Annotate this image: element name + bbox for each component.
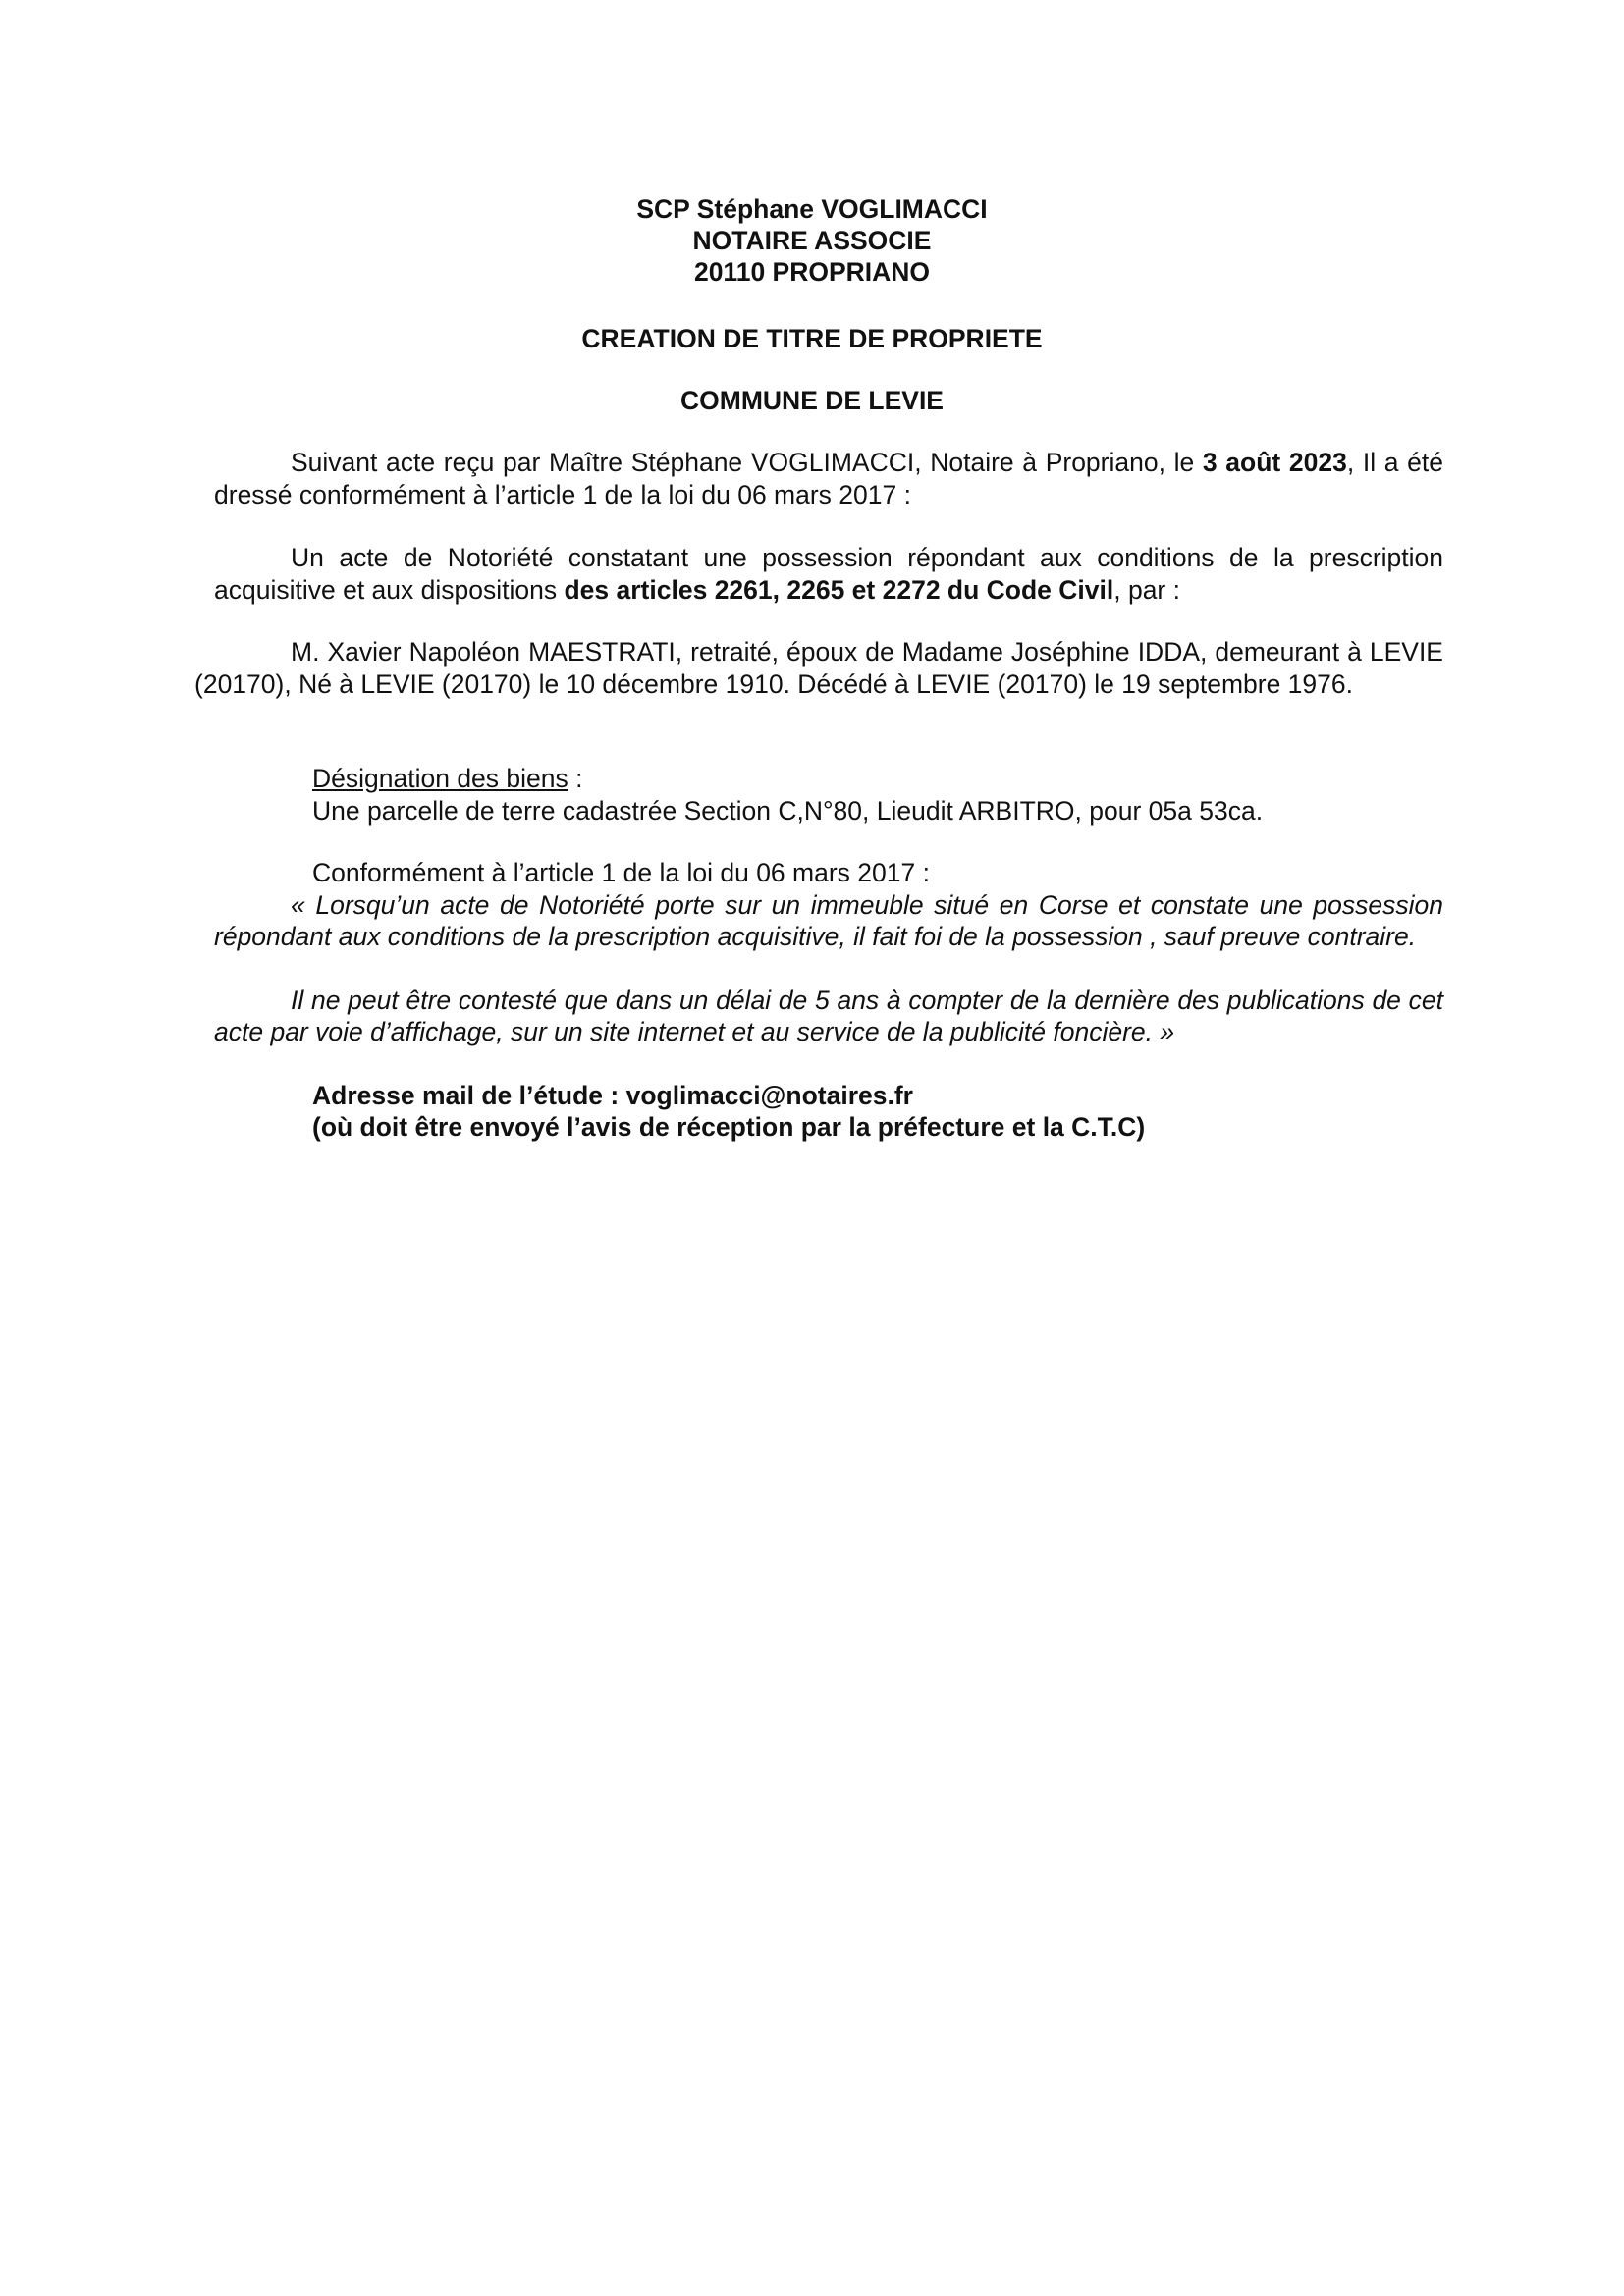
quote-paragraph-1: « Lorsqu’un acte de Notoriété porte sur un immeuble situé en Corse et constate une possession répondant aux conditions de la prescription acquisitive, il fait foi de la possession , sauf preuve contraire. bbox=[214, 890, 1443, 951]
contact-block bbox=[312, 1080, 1145, 1143]
designation-text: Une parcelle de terre cadastrée Section C,N°80, Lieudit ARBITRO, pour 05a 53ca. bbox=[312, 796, 1264, 826]
code-civil-articles: des articles 2261, 2265 et 2272 du Code Civil bbox=[564, 575, 1114, 605]
designation-label: Désignation des biens bbox=[312, 764, 568, 793]
commune-title: COMMUNE DE LEVIE bbox=[680, 386, 944, 415]
acte-text-before: Suivant acte reçu par Maître Stéphane VOGLIMACCI, Notaire à Propriano, le bbox=[291, 448, 1203, 477]
office-header bbox=[0, 193, 1624, 288]
notoriete-text-before: Un acte de Notoriété constatant une possession répondant aux conditions de la prescription acquisitive et aux dispositions bbox=[214, 543, 1443, 605]
office-city: 20110 PROPRIANO bbox=[693, 257, 931, 287]
study-email-line: Adresse mail de l’étude : voglimacci@notaires.fr bbox=[312, 1081, 913, 1110]
reception-note-line: (où doit être envoyé l’avis de réception par la préfecture et la C.T.C) bbox=[312, 1112, 1146, 1142]
document-title: CREATION DE TITRE DE PROPRIETE bbox=[581, 324, 1043, 353]
conformement-line: Conformément à l’article 1 de la loi du 06 mars 2017 : bbox=[312, 858, 930, 887]
designation-colon: : bbox=[568, 764, 583, 793]
office-name: SCP Stéphane VOGLIMACCI bbox=[636, 194, 988, 224]
acte-date: 3 août 2023 bbox=[1202, 448, 1347, 477]
paragraph-notoriete bbox=[214, 542, 1443, 607]
acte-text-after: , Il a été dressé conformément à l’article 1 de la loi du 06 mars 2017 : bbox=[214, 448, 1443, 509]
notoriete-text-after: , par : bbox=[1113, 575, 1180, 605]
paragraph-acte bbox=[214, 447, 1443, 511]
designation-heading bbox=[312, 763, 583, 795]
quote-paragraph-2: Il ne peut être contesté que dans un délai de 5 ans à compter de la dernière des publications de cet acte par voie d’affichage, sur un site internet et au service de la publicité foncière. » bbox=[214, 986, 1443, 1046]
paragraph-person: M. Xavier Napoléon MAESTRATI, retraité, époux de Madame Joséphine IDDA, demeurant à LEVIE (20170), Né à LEVIE (20170) le 10 décembre 1910. Décédé à LEVIE (20170) le 19 septembre 1976. bbox=[194, 637, 1443, 699]
office-role: NOTAIRE ASSOCIE bbox=[692, 226, 932, 255]
